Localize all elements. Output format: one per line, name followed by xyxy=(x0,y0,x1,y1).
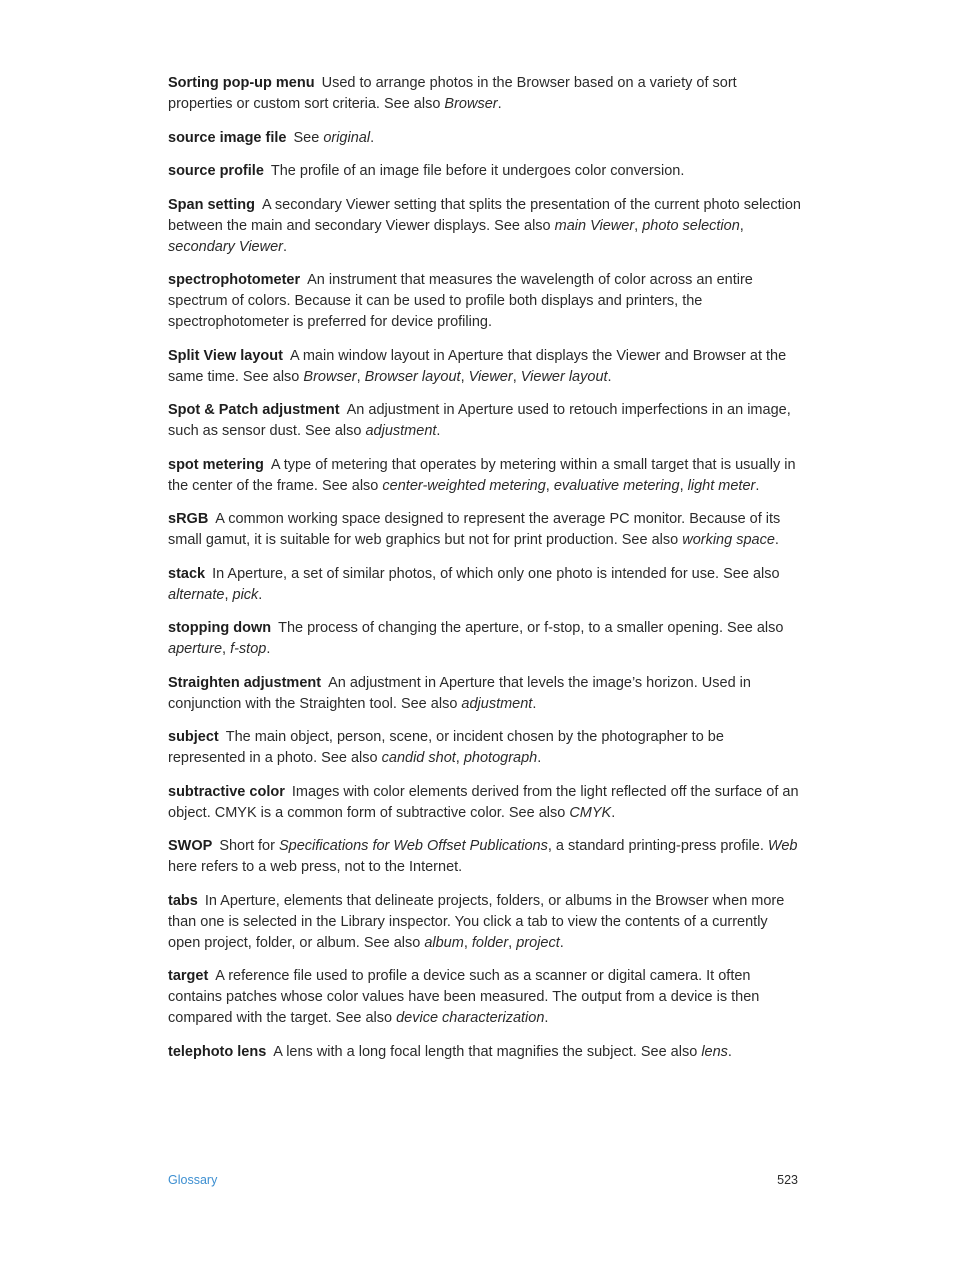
cross-reference: candid shot xyxy=(381,750,456,766)
glossary-definition xyxy=(293,130,374,146)
cross-reference: photo selection xyxy=(642,217,740,234)
glossary-entry xyxy=(168,564,802,606)
glossary-entries xyxy=(168,73,802,1075)
definition-text: , xyxy=(508,934,517,951)
definition-text: . xyxy=(370,129,375,146)
glossary-entry xyxy=(168,270,802,333)
glossary-entry xyxy=(168,161,802,182)
glossary-term: spot metering xyxy=(168,456,264,473)
glossary-term: spectrophotometer xyxy=(168,272,301,288)
definition-text: . xyxy=(611,804,616,821)
glossary-definition xyxy=(271,163,684,179)
cross-reference: Browser layout xyxy=(364,368,461,385)
glossary-definition xyxy=(168,838,797,875)
cross-reference: secondary Viewer xyxy=(168,238,283,255)
glossary-term: Split View layout xyxy=(168,347,283,364)
glossary-term: tabs xyxy=(168,892,198,909)
definition-text: . xyxy=(607,368,612,385)
cross-reference: CMYK xyxy=(569,804,612,821)
glossary-entry xyxy=(168,727,802,769)
glossary-entry xyxy=(168,455,802,497)
glossary-definition xyxy=(168,566,780,603)
glossary-definition xyxy=(168,893,784,951)
glossary-entry xyxy=(168,782,802,824)
cross-reference: evaluative metering xyxy=(553,477,680,494)
glossary-definition xyxy=(168,511,780,548)
definition-text: , xyxy=(512,368,521,385)
cross-reference: alternate xyxy=(168,586,225,603)
glossary-entry xyxy=(168,73,802,115)
definition-text: . xyxy=(774,532,779,548)
cross-reference: Browser xyxy=(303,368,357,385)
definition-text: A secondary Viewer setting that splits the presentation of the current photo selection between the main and secondary Viewer displays. See also xyxy=(168,196,801,234)
definition-text: Used to arrange photos in the Browser based on a variety of sort properties or custom sort criteria. See also xyxy=(168,75,737,112)
glossary-entry xyxy=(168,673,802,715)
definition-text: , xyxy=(356,368,365,385)
glossary-definition xyxy=(168,968,759,1026)
definition-text: . xyxy=(755,477,760,494)
definition-text: , xyxy=(463,934,472,951)
definition-text: , xyxy=(224,586,233,603)
glossary-term: Spot & Patch adjustment xyxy=(168,402,340,418)
cross-reference: center-weighted metering xyxy=(382,477,546,494)
glossary-entry xyxy=(168,346,802,388)
glossary-term: sRGB xyxy=(168,511,209,527)
definition-text: A reference file used to profile a device such as a scanner or digital camera. It often contains patches whose color values have been measured. The output from a device is then compared with the target. See also xyxy=(168,968,760,1026)
glossary-term: source profile xyxy=(168,163,264,179)
definition-text: A common working space designed to represent the average PC monitor. Because of its small gamut, it is suitable for web graphics but not for print production. See also xyxy=(168,511,781,548)
glossary-term: stopping down xyxy=(168,620,272,636)
definition-text: See xyxy=(293,129,324,146)
definition-text: The process of changing the aperture, or f-stop, to a smaller opening. See also xyxy=(278,620,784,636)
glossary-entry xyxy=(168,1042,802,1063)
glossary-entry xyxy=(168,891,802,954)
cross-reference: light meter xyxy=(687,477,756,494)
definition-text: An instrument that measures the wavelength of color across an entire spectrum of colors. Because it can be used to profile both displays and printers, the spectrophotometer is preferred for device profiling. xyxy=(168,272,753,330)
definition-text: , xyxy=(739,217,744,234)
glossary-term: Sorting pop-up menu xyxy=(168,75,315,91)
glossary-term: subject xyxy=(168,729,219,745)
glossary-term: stack xyxy=(168,565,206,582)
definition-text: . xyxy=(559,934,564,951)
glossary-entry xyxy=(168,966,802,1029)
definition-text: The profile of an image file before it undergoes color conversion. xyxy=(270,163,685,179)
cross-reference: Web xyxy=(767,838,798,854)
definition-text: here refers to a web press, not to the Internet. xyxy=(168,859,463,875)
definition-text: , xyxy=(455,750,464,766)
cross-reference: f-stop xyxy=(230,641,267,657)
definition-text: . xyxy=(436,423,441,439)
glossary-entry xyxy=(168,195,802,258)
definition-text: , xyxy=(634,217,643,234)
footer-section-link[interactable]: Glossary xyxy=(168,1173,218,1187)
definition-text: Images with color elements derived from the light reflected off the surface of an object. CMYK is a common form of subtractive color. See also xyxy=(168,783,799,821)
glossary-term: Straighten adjustment xyxy=(168,674,322,691)
cross-reference: original xyxy=(323,129,371,146)
glossary-term: target xyxy=(168,968,209,984)
glossary-term: telephoto lens xyxy=(168,1043,267,1060)
definition-text: . xyxy=(258,586,263,603)
glossary-entry xyxy=(168,128,802,149)
definition-text: The main object, person, scene, or incident chosen by the photographer to be represented in a photo. See also xyxy=(168,729,724,766)
cross-reference: folder xyxy=(471,934,509,951)
cross-reference: main Viewer xyxy=(554,217,635,234)
glossary-entry xyxy=(168,618,802,660)
definition-text: In Aperture, a set of similar photos, of which only one photo is intended for use. See also xyxy=(212,565,780,582)
definition-text: , xyxy=(460,368,469,385)
cross-reference: adjustment xyxy=(461,695,533,712)
glossary-term: source image file xyxy=(168,129,287,146)
definition-text: , xyxy=(222,641,231,657)
definition-text: , xyxy=(679,477,688,494)
definition-text: . xyxy=(266,641,271,657)
glossary-entry xyxy=(168,400,802,442)
glossary-term: SWOP xyxy=(168,838,213,854)
definition-text: , a standard printing-press profile. xyxy=(547,838,768,854)
cross-reference: device characterization xyxy=(396,1010,545,1026)
glossary-entry xyxy=(168,836,802,878)
cross-reference: photograph xyxy=(463,750,538,766)
definition-text: . xyxy=(537,750,542,766)
cross-reference: Browser xyxy=(444,96,498,112)
cross-reference: pick xyxy=(232,586,259,603)
glossary-definition xyxy=(273,1044,732,1060)
cross-reference: Viewer xyxy=(468,368,513,385)
glossary-term: Span setting xyxy=(168,196,256,213)
glossary-definition xyxy=(168,197,801,255)
glossary-definition xyxy=(168,729,724,766)
page-number: 523 xyxy=(777,1173,798,1187)
cross-reference: album xyxy=(424,934,464,951)
definition-text: An adjustment in Aperture used to retouch imperfections in an image, such as sensor dust. See also xyxy=(168,402,791,439)
cross-reference: lens xyxy=(701,1043,728,1060)
definition-text: An adjustment in Aperture that levels the image’s horizon. Used in conjunction with the Straighten tool. See also xyxy=(168,674,751,712)
cross-reference: working space xyxy=(682,532,775,548)
definition-text: . xyxy=(727,1043,732,1060)
cross-reference: Specifications for Web Offset Publications xyxy=(278,838,548,854)
definition-text: A lens with a long focal length that magnifies the subject. See also xyxy=(273,1043,702,1060)
definition-text: . xyxy=(283,238,288,255)
cross-reference: Viewer layout xyxy=(520,368,608,385)
glossary-term: subtractive color xyxy=(168,783,285,800)
definition-text: A type of metering that operates by metering within a small target that is usually in the center of the frame. See also xyxy=(168,456,796,494)
definition-text: . xyxy=(544,1010,549,1026)
cross-reference: adjustment xyxy=(365,423,437,439)
glossary-entry xyxy=(168,509,802,551)
definition-text: , xyxy=(545,477,554,494)
definition-text: In Aperture, elements that delineate projects, folders, or albums in the Browser when more than one is selected in the Library inspector. You click a tab to view the contents of a currently open project, folder, or album. See also xyxy=(168,892,785,951)
cross-reference: project xyxy=(516,934,560,951)
definition-text: A main window layout in Aperture that displays the Viewer and Browser at the same time. See also xyxy=(168,347,787,385)
cross-reference: aperture xyxy=(168,641,223,657)
definition-text: Short for xyxy=(219,838,279,854)
definition-text: . xyxy=(532,695,537,712)
definition-text: . xyxy=(497,96,502,112)
